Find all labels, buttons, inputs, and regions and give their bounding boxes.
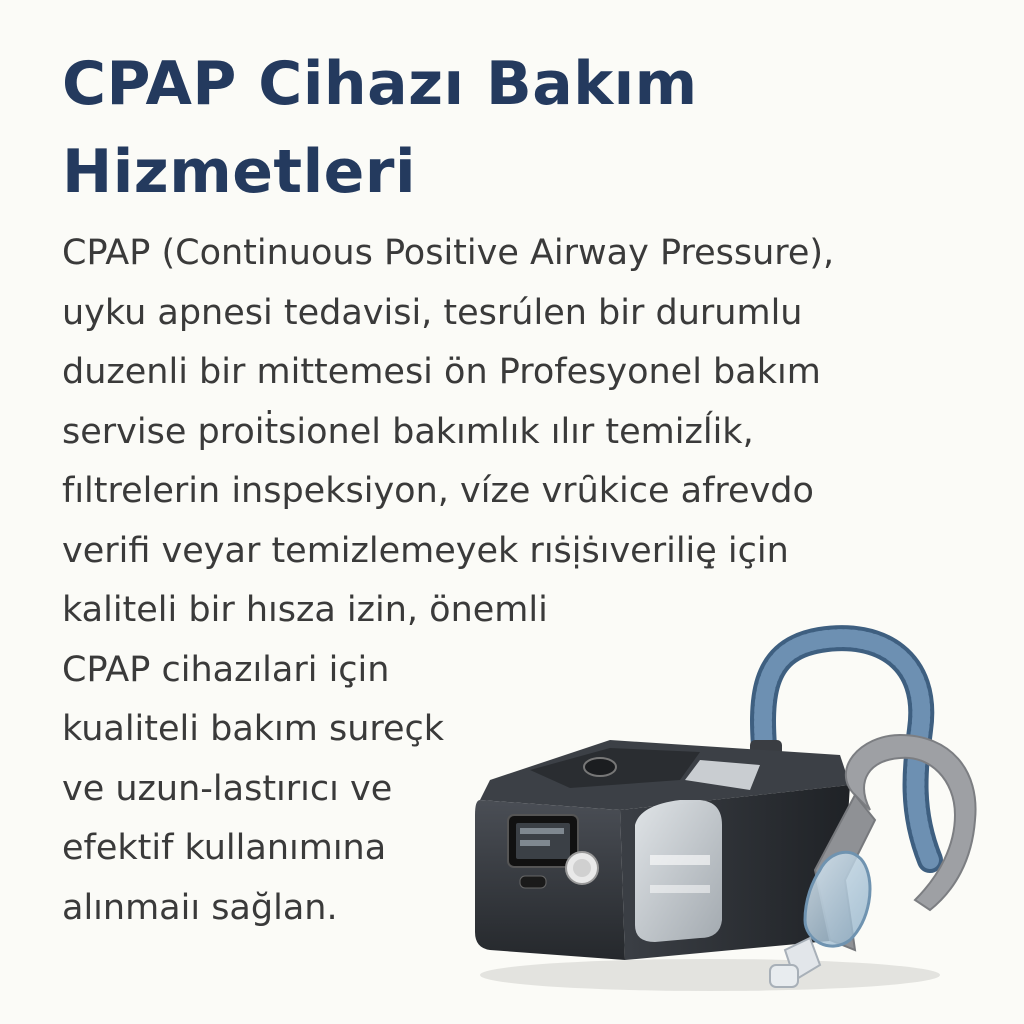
body-line: efektif kullanımına xyxy=(62,828,387,868)
body-line: duzenli bir mittemesi ön Profesyonel bakım xyxy=(62,352,821,392)
body-line: kaliteli bir hısza izin, önemli xyxy=(62,590,548,630)
page-title-line-2: Hizmetleri xyxy=(62,137,417,207)
body-line: servise proiṫsionel bakımlık ılır temizĺik, xyxy=(62,411,754,452)
device-shadow xyxy=(480,959,940,991)
body-line: verifi veyar temizlemeyek rıṡịṡıverilię̧ için xyxy=(62,530,789,571)
body-line: CPAP (Continuous Positive Airway Pressure), xyxy=(62,233,835,273)
body-line: fıltrelerin inspeksiyon, víze vrȗkice afrevdo xyxy=(62,471,814,511)
body-line: kualiteli bakım sureçk xyxy=(62,709,445,749)
page-title xyxy=(62,40,962,216)
body-line: ve uzun-lastırıcı ve xyxy=(62,768,393,809)
body-line: alınmaı̇ı sağlan. xyxy=(62,887,338,928)
cpap-machine-with-mask-icon xyxy=(460,620,1000,1010)
page-title-line-1: CPAP Cihazı Bakım xyxy=(62,49,698,119)
machine-dial-top xyxy=(584,758,616,776)
body-line: CPAP cihazılari iç̧in xyxy=(62,649,390,690)
machine-button xyxy=(520,876,546,888)
body-line: uyku apnesi tedavisi, tesrúlen bir durumlu xyxy=(62,292,803,333)
